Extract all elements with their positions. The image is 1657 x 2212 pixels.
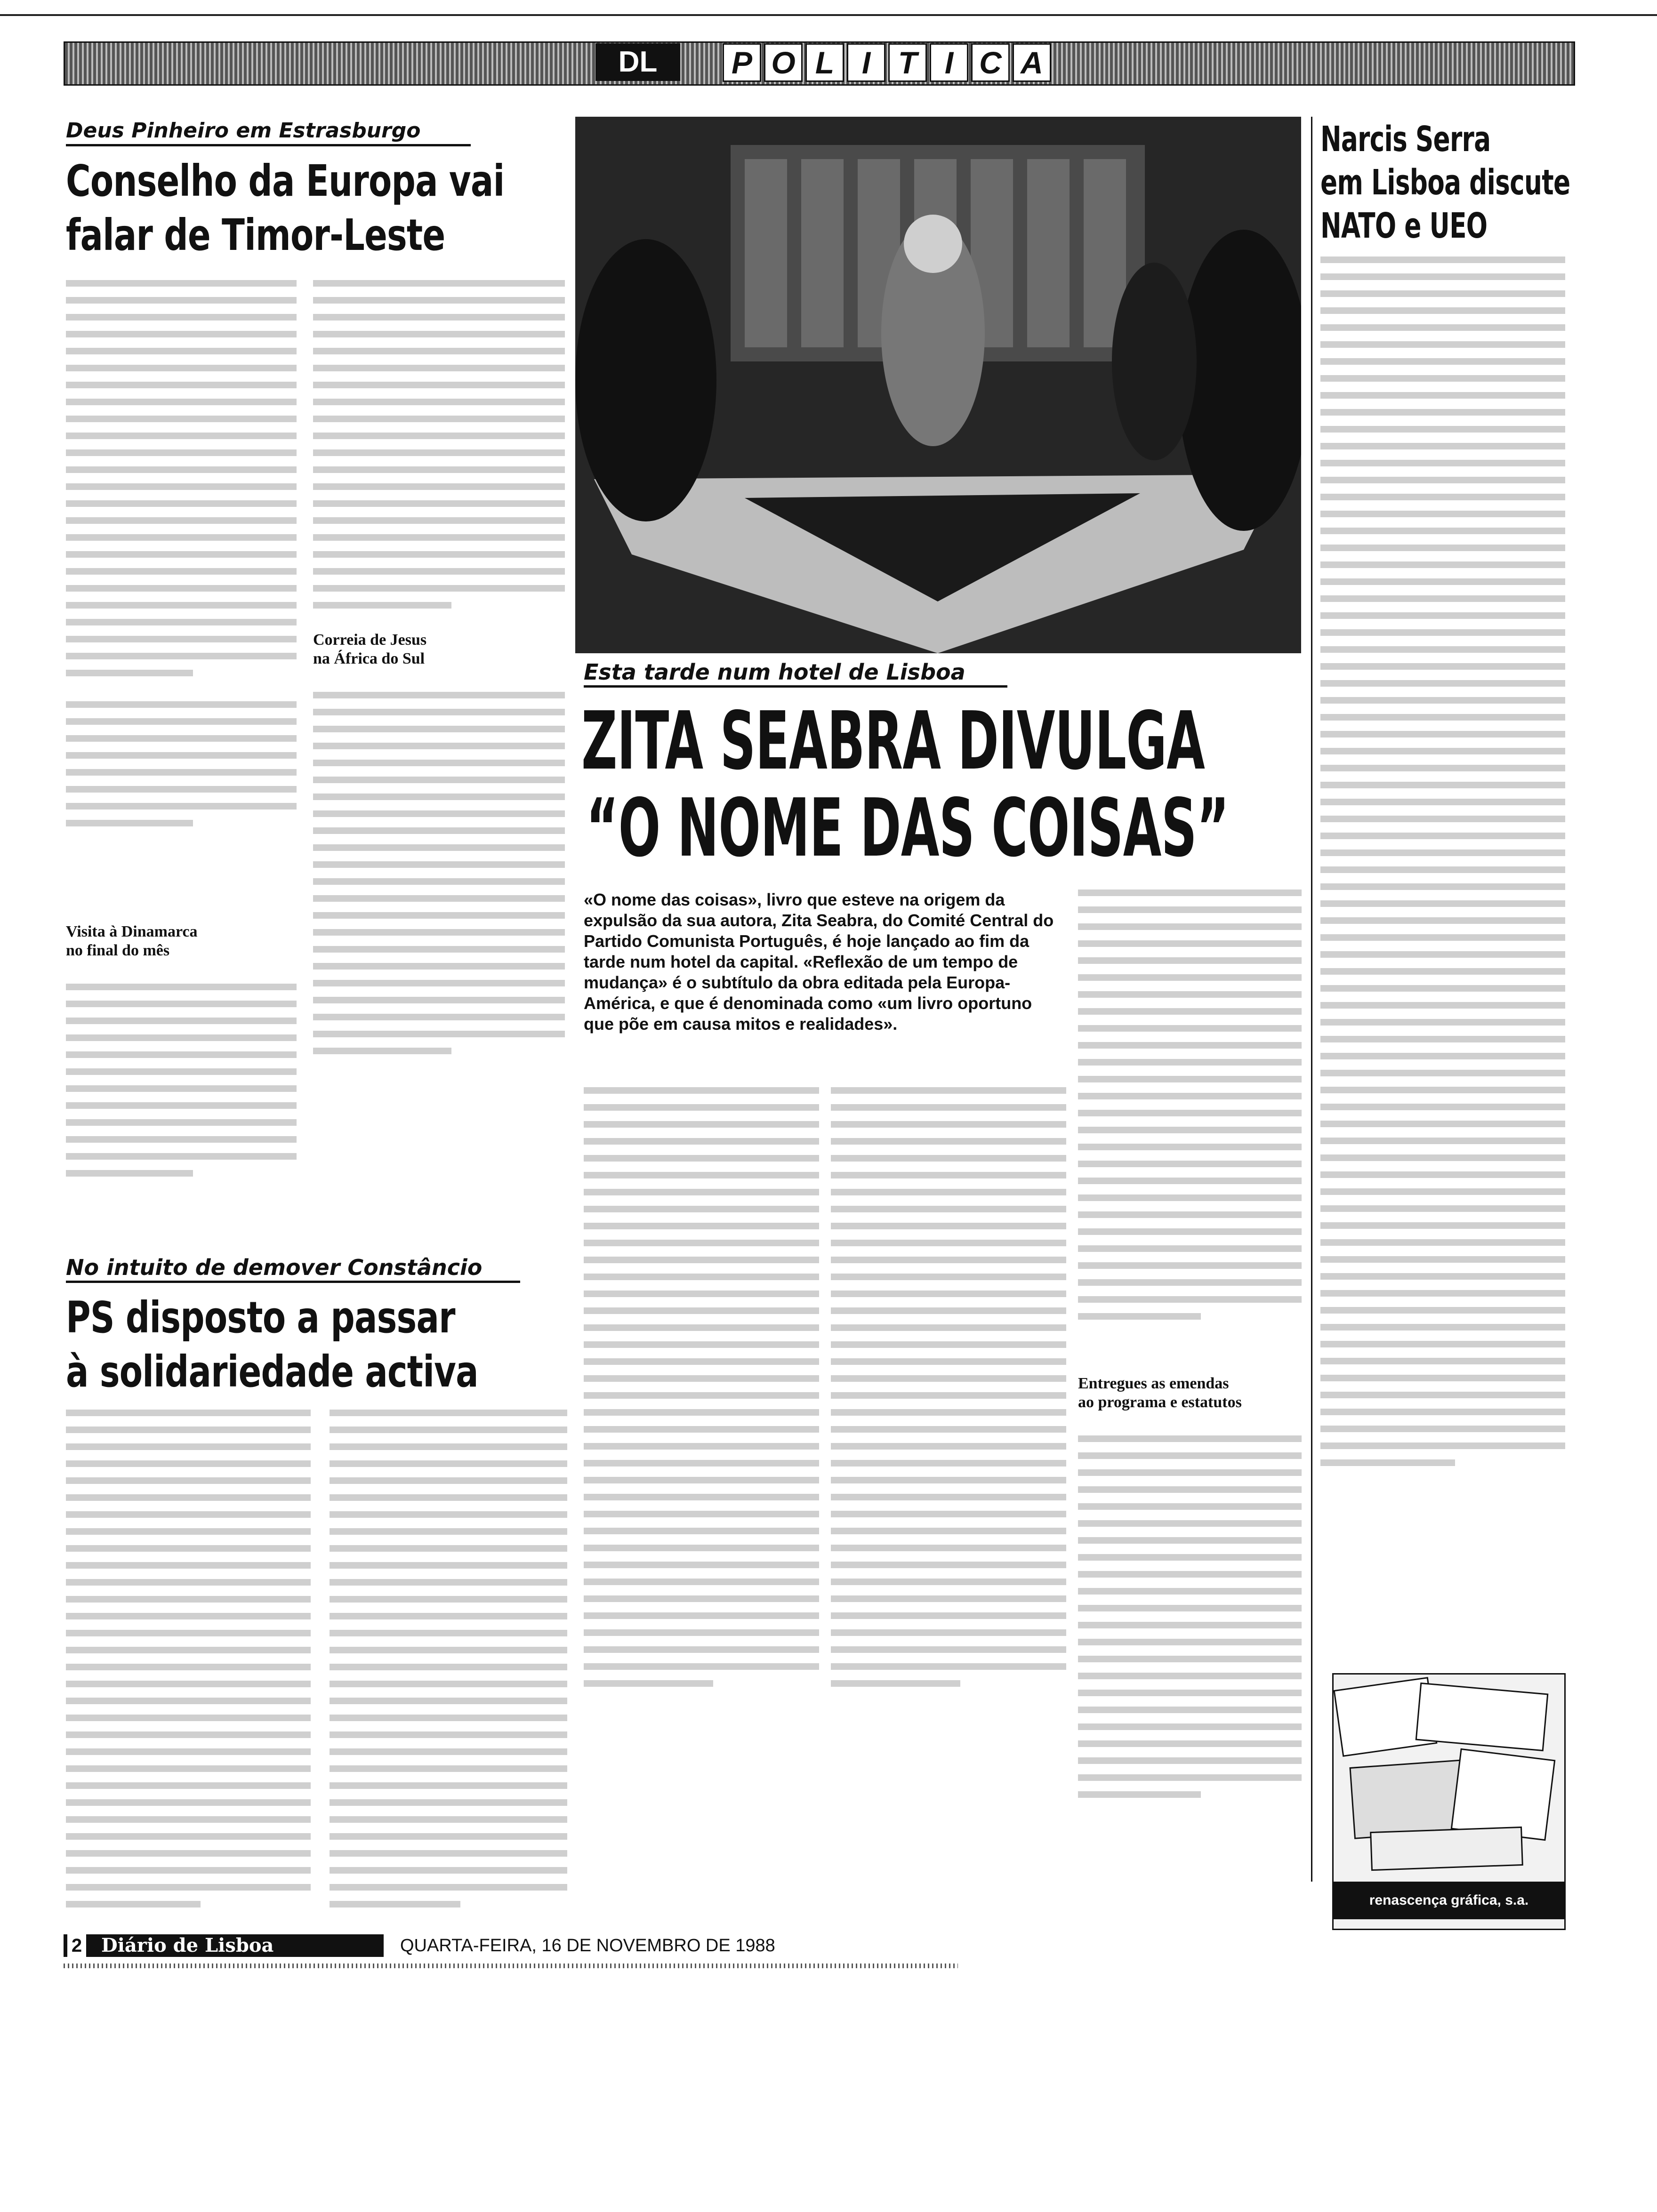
nato-headline-line3: NATO e UEO [1320, 206, 1488, 246]
section-letter: I [930, 43, 968, 82]
nato-headline-line1: Narcis Serra [1320, 119, 1491, 160]
zita-text-col2 [831, 1087, 1066, 1697]
paper-name: Diário de Lisboa [101, 1934, 274, 1956]
section-letter: A [1013, 43, 1051, 82]
tv-studio-image [575, 117, 1301, 653]
nato-text [1320, 256, 1565, 1476]
timor-headline-line1: Conselho da Europa vai [66, 156, 505, 206]
zita-text-col3 [1078, 890, 1302, 1330]
timor-subhead-1: Correia de Jesus na África do Sul [313, 631, 427, 667]
zita-text-col1 [584, 1087, 819, 1697]
timor-text-col2 [313, 280, 565, 619]
zita-headline-line2: “O NOME DAS COISAS” [586, 782, 1229, 875]
nato-headline-line2: em Lisboa discute [1320, 162, 1570, 203]
tv-studio-photo [575, 117, 1301, 653]
issue-date: QUARTA-FEIRA, 16 DE NOVEMBRO DE 1988 [400, 1936, 775, 1956]
ps-text-col1 [66, 1410, 311, 1918]
timor-text-col1 [66, 280, 297, 687]
ad-brand-bar: renascença gráfica, s.a. [1334, 1882, 1564, 1919]
zita-text-col3b [1078, 1435, 1302, 1808]
top-rule [0, 0, 1657, 16]
ps-kicker: No intuito de demover Constâncio [66, 1254, 520, 1283]
zita-kicker: Esta tarde num hotel de Lisboa [584, 659, 1007, 688]
section-letter: I [847, 43, 885, 82]
timor-subhead-2: Visita à Dinamarca no final do mês [66, 923, 198, 959]
timor-text-col1b [66, 701, 297, 837]
timor-text-col1c [66, 984, 297, 1187]
ad-collage [1334, 1675, 1564, 1877]
footer-fine-print [64, 1964, 958, 1968]
ps-text-col2 [330, 1410, 567, 1918]
section-letter: T [888, 43, 927, 82]
zita-lead: «O nome das coisas», livro que esteve na origem da expulsão da sua autora, Zita Seabra, do Comité Central do Partido Comunista Português, é hoje lançado ao fim da tarde num hotel da capital. «Reflexão de um tempo de mudança» é o subtítulo da obra editada pela Europa-América, e que é denominada como «um livro oportuno que põe em causa mitos e realidades». [584, 890, 1054, 1034]
timor-kicker: Deus Pinheiro em Estrasburgo [66, 118, 471, 146]
zita-subhead: Entregues as emendas ao programa e estatutos [1078, 1375, 1242, 1411]
dl-logo: DL [595, 43, 680, 81]
section-letter: L [805, 43, 844, 82]
ps-headline-line2: à solidariedade activa [66, 1346, 478, 1397]
zita-headline-line1: ZITA SEABRA DIVULGA [581, 695, 1205, 788]
section-letter: O [764, 43, 803, 82]
ps-headline-line1: PS disposto a passar [66, 1292, 455, 1343]
section-letter: P [723, 43, 761, 82]
page-number: 2 [67, 1934, 86, 1957]
timor-text-col2b [313, 692, 565, 1065]
advertisement [1332, 1673, 1566, 1930]
section-title [723, 43, 1054, 81]
footer-bar [64, 1934, 384, 1957]
sidebar-rule [1311, 117, 1312, 1882]
section-letter: C [971, 43, 1010, 82]
timor-headline-line2: falar de Timor-Leste [66, 210, 445, 260]
